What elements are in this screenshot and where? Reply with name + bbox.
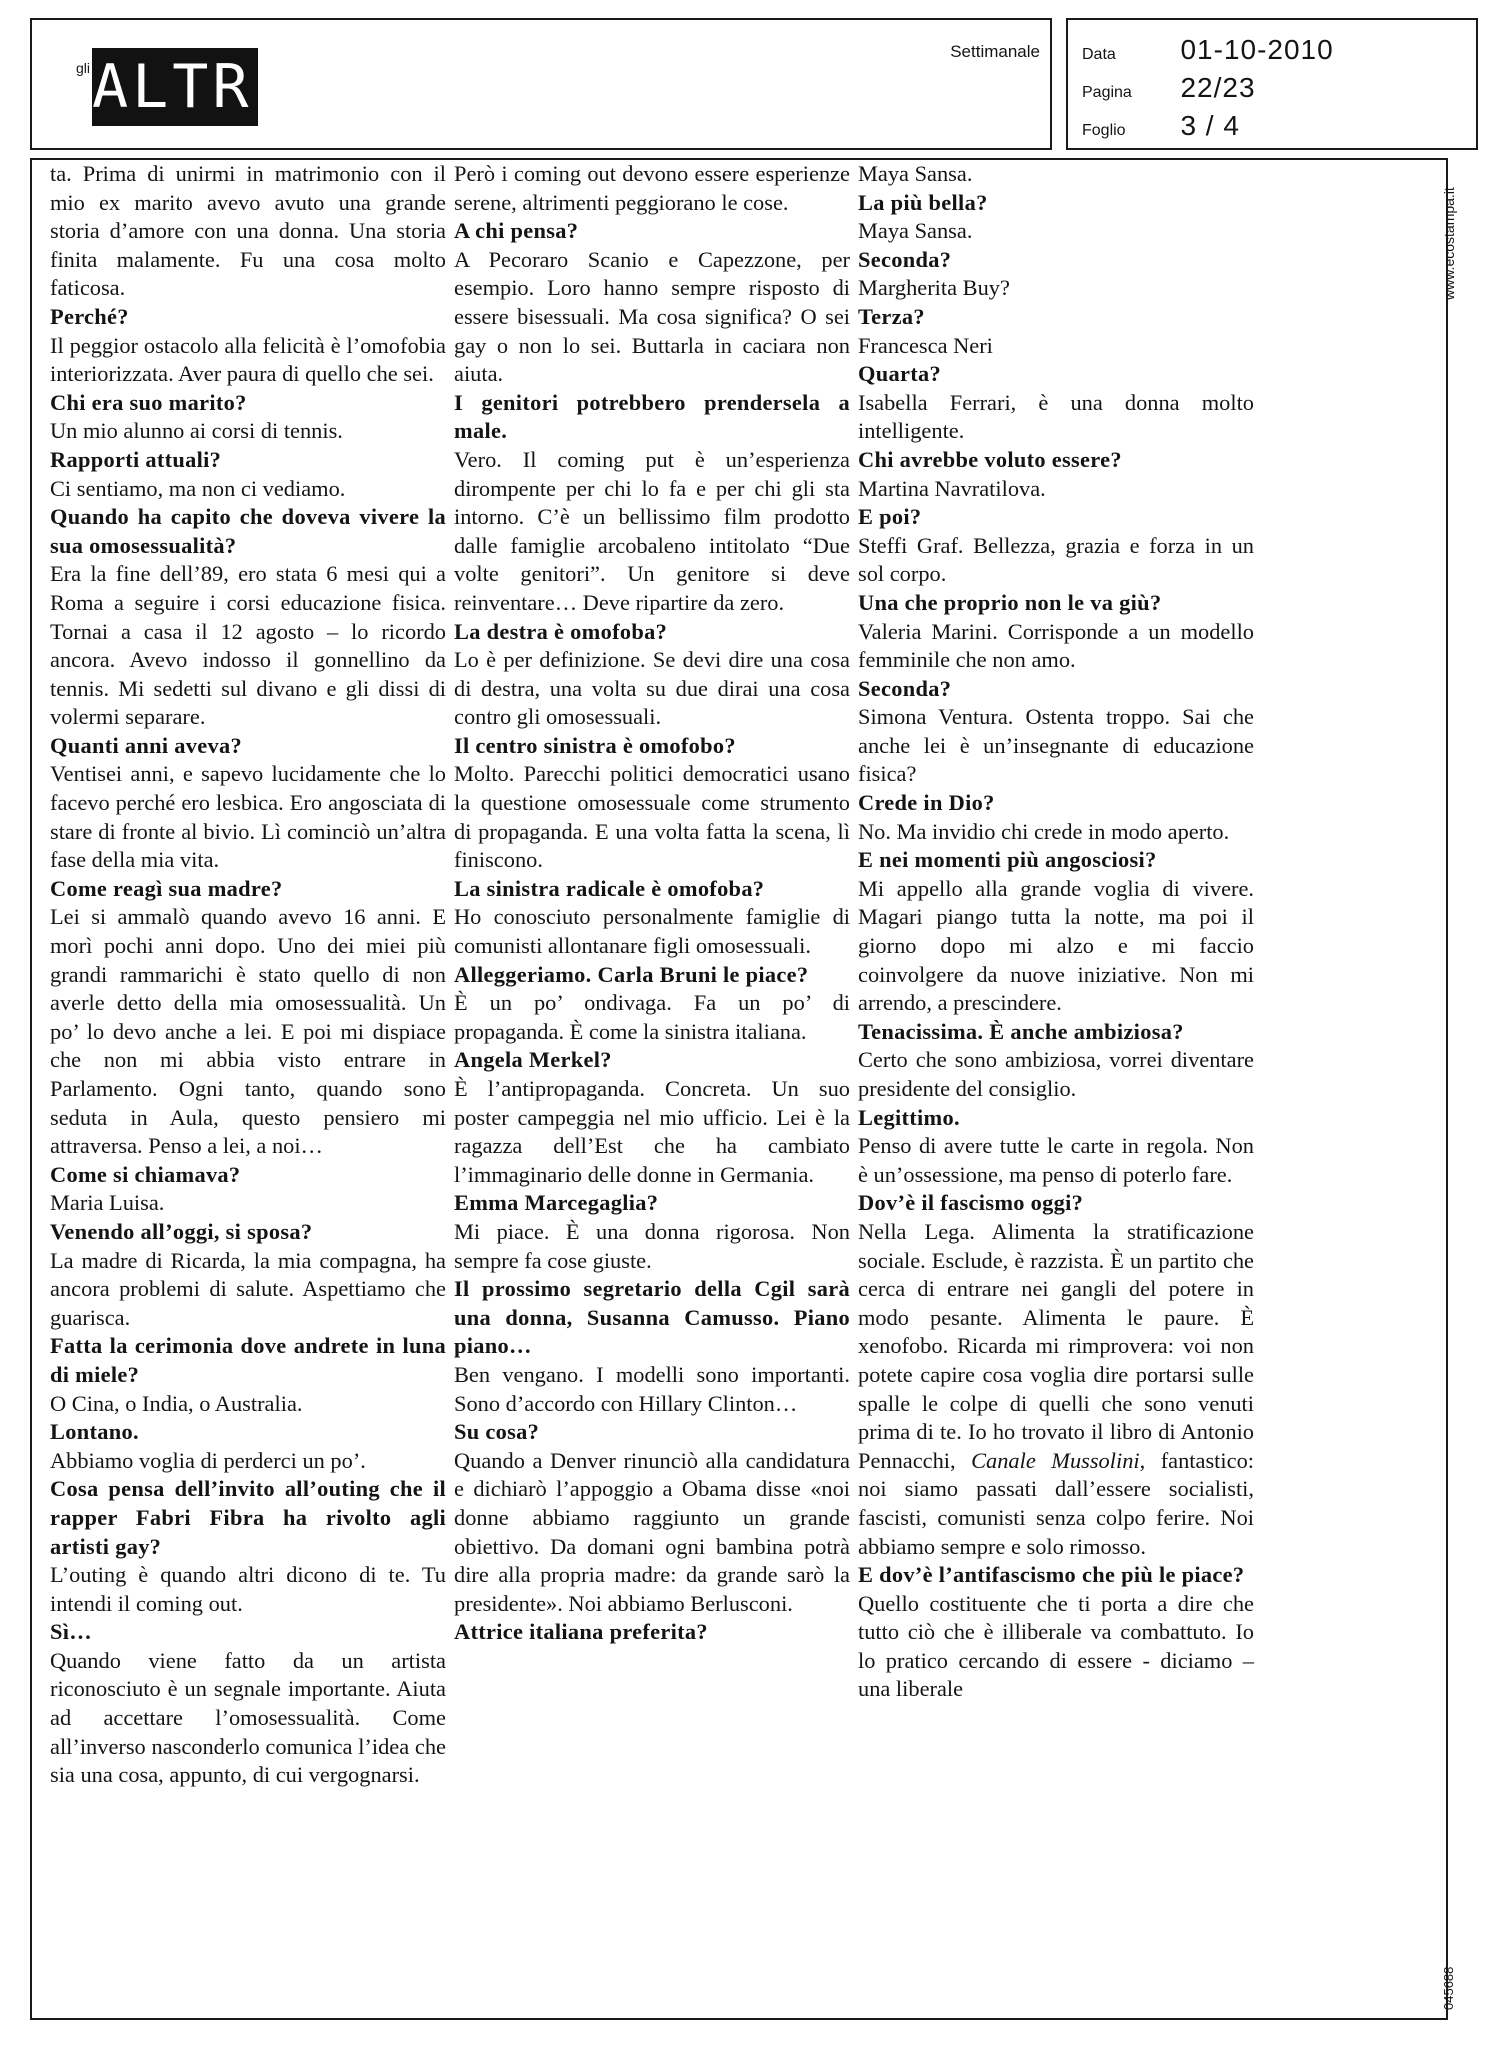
interview-answer — [454, 160, 850, 217]
interview-question: Seconda? — [858, 246, 952, 272]
interview-answer — [858, 532, 1254, 589]
interview-answer — [454, 1361, 850, 1418]
interview-question: La destra è omofoba? — [454, 618, 668, 644]
interview-question: Tenacissima. È anche ambiziosa? — [858, 1018, 1184, 1044]
interview-answer — [858, 875, 1254, 1018]
interview-answer — [454, 1447, 850, 1619]
interview-question: I genitori potrebbero prendersela a male. — [454, 389, 850, 444]
answer-text: Isabella Ferrari, è una donna molto intelligente. — [858, 389, 1254, 444]
interview-question: Perché? — [50, 303, 129, 329]
answer-text: È un po’ ondivaga. Fa un po’ di propaganda. È come la sinistra italiana. — [454, 990, 850, 1044]
interview-question: Attrice italiana preferita? — [454, 1619, 708, 1645]
interview-answer — [858, 217, 1254, 246]
interview-answer — [858, 332, 1254, 361]
interview-answer — [454, 1218, 850, 1275]
meta-row-page — [1082, 72, 1256, 104]
answer-text: Penso di avere tutte le carte in regola. Non è un’ossessione, ma penso di poterlo fare. — [858, 1133, 1254, 1187]
interview-question: Su cosa? — [454, 1419, 540, 1445]
interview-answer — [454, 646, 850, 732]
answer-text: Lo è per definizione. Se devi dire una cosa di destra, una volta su due dirai una cosa contro gli omosessuali. — [454, 647, 850, 730]
meta-row-sheet — [1082, 110, 1240, 142]
interview-answer — [50, 903, 446, 1160]
interview-question: Quarta? — [858, 361, 941, 387]
answer-text: Ho conosciuto personalmente famiglie di comunisti allontanare figli omosessuali. — [454, 904, 850, 959]
book-title: Canale Mussolini — [971, 1447, 1140, 1473]
interview-question: Cosa pensa dell’invito all’outing che il rapper Fabri Fibra ha rivolto agli artisti gay? — [50, 1476, 446, 1559]
periodicity-label: Settimanale — [950, 42, 1040, 61]
interview-answer — [50, 1647, 446, 1790]
interview-answer — [50, 1247, 446, 1333]
interview-question: Angela Merkel? — [454, 1047, 612, 1073]
answer-text: , fantastico: noi siamo passati dall’essere socialisti, fascisti, comunisti senza colpo ferire. Noi abbiamo sempre e solo rimosso. — [858, 1447, 1254, 1559]
interview-answer — [50, 332, 446, 389]
answer-text: Quando a Denver rinunciò alla candidatura e dichiarò l’appoggio a Obama disse «noi donne abbiamo raggiunto un grande obiettivo. Da domani ogni bambina potrà dire alla propria madre: da grande sarò la presidente». Noi abbiamo Berlusconi. — [454, 1447, 850, 1616]
interview-question: Chi era suo marito? — [50, 389, 247, 415]
answer-text: Il peggior ostacolo alla felicità è l’omofobia interiorizzata. Aver paura di quello che sei. — [50, 332, 446, 387]
meta-value: 22/23 — [1180, 72, 1256, 103]
interview-answer — [50, 760, 446, 874]
answer-text: Simona Ventura. Ostenta troppo. Sai che anche lei è un’insegnante di educazione fisica? — [858, 704, 1254, 787]
interview-question: Quando ha capito che doveva vivere la sua omosessualità? — [50, 504, 446, 558]
interview-answer — [50, 417, 446, 446]
interview-answer — [454, 246, 850, 389]
interview-question: Seconda? — [858, 675, 952, 701]
interview-question: Il centro sinistra è omofobo? — [454, 732, 736, 758]
side-url: www.ecostampa.it — [1441, 187, 1457, 300]
answer-text: La madre di Ricarda, la mia compagna, ha ancora problemi di salute. Aspettiamo che guarisca. — [50, 1247, 446, 1330]
article-column-1 — [50, 160, 446, 2016]
interview-question: Terza? — [858, 303, 925, 329]
answer-text: Maria Luisa. — [50, 1190, 165, 1216]
interview-answer — [858, 1218, 1254, 1561]
interview-answer — [454, 1075, 850, 1189]
answer-text: Martina Navratilova. — [858, 475, 1046, 501]
interview-question: La più bella? — [858, 189, 988, 215]
interview-question: E dov’è l’antifascismo che più le piace? — [858, 1562, 1245, 1588]
meta-label: Data — [1082, 46, 1116, 63]
interview-answer — [50, 1390, 446, 1419]
article-column-3 — [858, 160, 1254, 2016]
answer-text: Ci sentiamo, ma non ci vediamo. — [50, 475, 346, 501]
interview-answer — [50, 1447, 446, 1476]
answer-text: È l’antipropaganda. Concreta. Un suo poster campeggia nel mio ufficio. Lei è la ragazza dell’Est che ha cambiato l’immaginario delle donne in Germania. — [454, 1076, 850, 1187]
interview-question: Emma Marcegaglia? — [454, 1190, 659, 1216]
answer-text: Certo che sono ambiziosa, vorrei diventare presidente del consiglio. — [858, 1047, 1254, 1101]
answer-text: Mi piace. È una donna rigorosa. Non sempre fa cose giuste. — [454, 1218, 850, 1273]
interview-question: Crede in Dio? — [858, 790, 995, 816]
meta-row-date — [1082, 34, 1334, 66]
answer-text: Vero. Il coming put è un’esperienza dirompente per chi lo fa e per chi gli sta intorno. C’è un bellissimo film prodotto dalle famiglie arcobaleno intitolato “Due volte genitori”. Un genitore si deve reinventare… Deve ripartire da zero. — [454, 446, 850, 615]
answer-text: Valeria Marini. Corrisponde a un modello femminile che non amo. — [858, 618, 1254, 673]
interview-answer — [50, 1561, 446, 1618]
logo-prefix: gli — [76, 60, 91, 76]
interview-answer — [858, 618, 1254, 675]
interview-question: Come si chiamava? — [50, 1161, 241, 1187]
interview-question: Chi avrebbe voluto essere? — [858, 446, 1122, 472]
answer-text: Mi appello alla grande voglia di vivere. Magari piango tutta la notte, ma poi il giorno dopo mi alzo e mi faccio coinvolgere da nuove iniziative. Non mi arrendo, a prescindere. — [858, 875, 1254, 1016]
answer-text: Era la fine dell’89, ero stata 6 mesi qui a Roma a seguire i corsi educazione fisica. Tornai a casa il 12 agosto – lo ricordo ancora. Avevo indosso il gonnellino da tennis. Mi sedetti sul divano e gli dissi di volermi separare. — [50, 561, 446, 730]
answer-text: Quando viene fatto da un artista riconosciuto è un segnale importante. Aiuta ad accettare l’omosessualità. Come all’inverso nasconderlo comunica l’idea che sia una cosa, appunto, di cui vergognarsi. — [50, 1647, 446, 1788]
interview-answer — [50, 1189, 446, 1218]
interview-answer — [50, 560, 446, 732]
meta-value: 01-10-2010 — [1180, 34, 1334, 65]
answer-text: Un mio alunno ai corsi di tennis. — [50, 418, 343, 444]
side-code: 045688 — [1441, 1966, 1456, 2010]
interview-question: Il prossimo segretario della Cgil sarà una donna, Susanna Camusso. Piano piano… — [454, 1276, 850, 1359]
answer-text: Francesca Neri — [858, 332, 993, 358]
interview-question: La sinistra radicale è omofoba? — [454, 875, 765, 901]
answer-text: Ben vengano. I modelli sono importanti. Sono d’accordo con Hillary Clinton… — [454, 1361, 850, 1416]
answer-text: Steffi Graf. Bellezza, grazia e forza in un sol corpo. — [858, 532, 1254, 587]
interview-answer — [858, 274, 1254, 303]
answer-text: Margherita Buy? — [858, 275, 1010, 301]
answer-text: O Cina, o India, o Australia. — [50, 1390, 303, 1416]
answer-text: Ventisei anni, e sapevo lucidamente che lo facevo perché ero lesbica. Ero angosciata di stare di fronte al bivio. Lì cominciò un’altra fase della mia vita. — [50, 761, 446, 873]
answer-text: Maya Sansa. — [858, 161, 973, 186]
answer-text: Molto. Parecchi politici democratici usano la questione omosessuale come strumento di propaganda. E una volta fatta la scena, lì finiscono. — [454, 761, 850, 873]
interview-answer — [858, 389, 1254, 446]
clipping-meta-box — [1066, 18, 1478, 150]
interview-question: Fatta la cerimonia dove andrete in luna di miele? — [50, 1333, 446, 1387]
interview-question: Lontano. — [50, 1419, 139, 1445]
answer-text: Quello costituente che ti porta a dire che tutto ciò che è illiberale va combattuto. Io lo pratico cercando di essere - diciamo – una liberale — [858, 1590, 1254, 1702]
interview-answer — [858, 703, 1254, 789]
answer-text: No. Ma invidio chi crede in modo aperto. — [858, 818, 1230, 844]
interview-question: Rapporti attuali? — [50, 446, 222, 472]
interview-question: Dov’è il fascismo oggi? — [858, 1190, 1084, 1216]
publication-box — [30, 18, 1052, 150]
answer-text: L’outing è quando altri dicono di te. Tu intendi il coming out. — [50, 1562, 446, 1616]
interview-answer — [454, 903, 850, 960]
meta-label: Foglio — [1082, 122, 1126, 139]
interview-answer — [454, 446, 850, 618]
answer-text: Lei si ammalò quando avevo 16 anni. E morì pochi anni dopo. Uno dei miei più grandi rammarichi è stato quello di non averle detto della mia omosessualità. Un po’ lo devo anche a lei. E poi mi dispiace che non mi abbia visto entrare in Parlamento. Ogni tanto, quando sono seduta in Aula, questo pensiero mi attraversa. Penso a lei, a noi… — [50, 904, 446, 1159]
article-frame — [30, 158, 1448, 2020]
article-column-2 — [454, 160, 850, 2016]
interview-question: Una che proprio non le va giù? — [858, 589, 1162, 615]
interview-answer — [858, 475, 1254, 504]
interview-question: Legittimo. — [858, 1104, 960, 1130]
meta-value: 3 / 4 — [1180, 110, 1240, 141]
answer-text: Maya Sansa. — [858, 218, 973, 244]
answer-text: Abbiamo voglia di perderci un po’. — [50, 1447, 366, 1473]
interview-answer — [50, 160, 446, 303]
interview-question: Come reagì sua madre? — [50, 875, 283, 901]
interview-question: A chi pensa? — [454, 218, 579, 244]
interview-answer — [454, 760, 850, 874]
interview-question: Alleggeriamo. Carla Bruni le piace? — [454, 961, 809, 987]
interview-question: Sì… — [50, 1619, 92, 1645]
answer-text: Però i coming out devono essere esperienze serene, altrimenti peggiorano le cose. — [454, 161, 850, 215]
meta-label: Pagina — [1082, 84, 1132, 101]
answer-text: Nella Lega. Alimenta la stratificazione sociale. Esclude, è razzista. È un partito che cerca di entrare nei gangli del potere in modo pesante. Alimenta le paure. È xenofobo. Ricarda mi rimprovera: voi non potete capire cosa voglia dire portarsi sulle spalle le colpe di quelli che sono venuti prima di te. Io ho trovato il libro di Antonio Pennacchi, — [858, 1218, 1254, 1473]
publication-logo: ALTRI — [92, 48, 258, 126]
interview-answer — [858, 1132, 1254, 1189]
article-columns — [50, 160, 1254, 2016]
interview-answer — [858, 160, 1254, 189]
answer-text: A Pecoraro Scanio e Capezzone, per esempio. Loro hanno sempre risposto di essere bisessuali. Ma cosa significa? O sei gay o non lo sei. Buttarla in caciara non aiuta. — [454, 246, 850, 387]
interview-answer — [858, 1590, 1254, 1704]
interview-answer — [858, 818, 1254, 847]
interview-question: E poi? — [858, 504, 922, 530]
interview-answer — [454, 989, 850, 1046]
interview-question: Quanti anni aveva? — [50, 732, 243, 758]
interview-question: E nei momenti più angosciosi? — [858, 847, 1157, 873]
interview-answer — [50, 475, 446, 504]
interview-question: Venendo all’oggi, si sposa? — [50, 1218, 313, 1244]
interview-answer — [858, 1046, 1254, 1103]
answer-text: ta. Prima di unirmi in matrimonio con il mio ex marito avevo avuto una grande storia d’amore con una donna. Una storia finita malamente. Fu una cosa molto faticosa. — [50, 161, 446, 301]
